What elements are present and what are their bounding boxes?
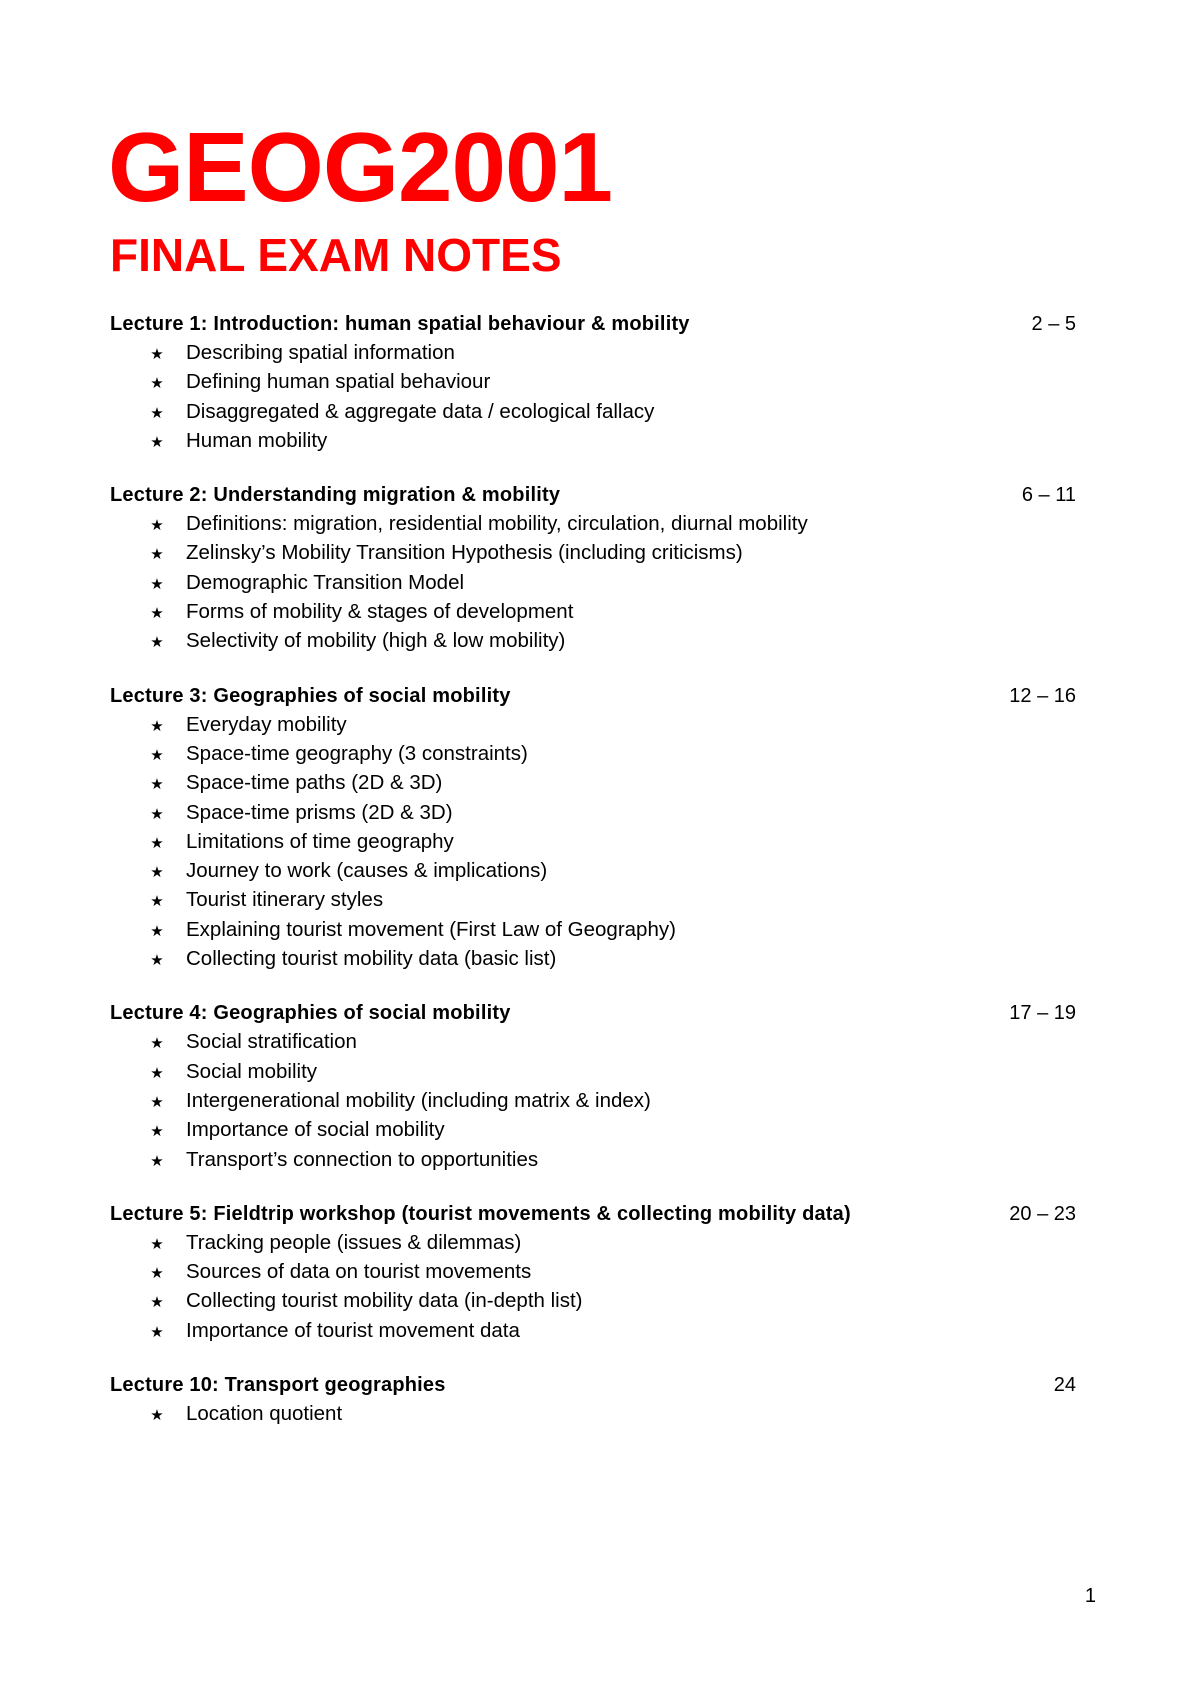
list-item xyxy=(110,1057,1076,1086)
topic-text: Disaggregated & aggregate data / ecological fallacy xyxy=(186,399,655,423)
lecture-page-range: 24 xyxy=(1053,1374,1076,1397)
lecture-index xyxy=(110,310,1076,1454)
topic-text: Defining human spatial behaviour xyxy=(186,370,491,394)
star-icon: ★ xyxy=(150,1294,164,1312)
list-item xyxy=(110,710,1076,739)
star-icon: ★ xyxy=(150,952,164,970)
lecture-section xyxy=(110,1200,1076,1345)
star-icon: ★ xyxy=(150,605,164,623)
lecture-title: Lecture 10: Transport geographies xyxy=(110,1374,446,1397)
lecture-title: Lecture 4: Geographies of social mobility xyxy=(110,1002,511,1025)
list-item xyxy=(110,597,1076,626)
topic-text: Explaining tourist movement (First Law of Geography) xyxy=(186,917,676,941)
list-item xyxy=(110,626,1076,655)
list-item xyxy=(110,856,1076,885)
lecture-title: Lecture 1: Introduction: human spatial behaviour & mobility xyxy=(110,313,690,335)
lecture-section xyxy=(110,310,1076,455)
topic-text: Social stratification xyxy=(186,1030,357,1054)
star-icon: ★ xyxy=(150,346,164,363)
list-item xyxy=(110,509,1076,538)
topic-text: Intergenerational mobility (including matrix & index) xyxy=(186,1088,651,1112)
topic-text: Human mobility xyxy=(186,428,328,452)
list-item xyxy=(110,1086,1076,1115)
list-item xyxy=(110,915,1076,944)
topic-text: Importance of social mobility xyxy=(186,1118,445,1142)
lecture-heading xyxy=(110,1371,1076,1399)
topic-text: Zelinsky’s Mobility Transition Hypothesis (including criticisms) xyxy=(186,541,743,565)
topic-text: Describing spatial information xyxy=(186,341,455,364)
lecture-section xyxy=(110,481,1076,655)
page-number: 1 xyxy=(1084,1585,1096,1607)
star-icon: ★ xyxy=(150,805,164,823)
star-icon: ★ xyxy=(150,776,164,794)
topic-text: Collecting tourist mobility data (basic list) xyxy=(186,947,557,971)
document-title: GEOG2001 xyxy=(108,112,613,222)
topic-list xyxy=(110,1027,1076,1173)
list-item xyxy=(110,426,1076,455)
list-item xyxy=(110,768,1076,797)
list-item xyxy=(110,1115,1076,1144)
topic-text: Journey to work (causes & implications) xyxy=(186,859,548,883)
list-item xyxy=(110,367,1076,396)
lecture-heading xyxy=(110,1200,1076,1228)
star-icon: ★ xyxy=(150,922,164,940)
topic-text: Space-time paths (2D & 3D) xyxy=(186,771,443,795)
star-icon: ★ xyxy=(150,404,164,422)
topic-list xyxy=(110,710,1076,974)
topic-text: Everyday mobility xyxy=(186,712,347,736)
star-icon: ★ xyxy=(150,893,164,911)
lecture-heading xyxy=(110,999,1076,1027)
lecture-heading xyxy=(110,481,1076,509)
star-icon: ★ xyxy=(150,834,164,852)
topic-text: Space-time geography (3 constraints) xyxy=(186,741,528,765)
list-item xyxy=(110,1316,1076,1345)
lecture-page-range: 12 – 16 xyxy=(1009,684,1076,707)
lecture-page-range: 17 – 19 xyxy=(1009,1002,1076,1025)
list-item xyxy=(110,885,1076,914)
star-icon: ★ xyxy=(150,1123,164,1141)
star-icon: ★ xyxy=(150,864,164,882)
topic-text: Collecting tourist mobility data (in-depth list) xyxy=(186,1289,583,1313)
star-icon: ★ xyxy=(150,1152,164,1170)
list-item xyxy=(110,944,1076,973)
lecture-heading xyxy=(110,682,1076,710)
lecture-section xyxy=(110,682,1076,974)
list-item xyxy=(110,798,1076,827)
star-icon: ★ xyxy=(150,517,164,535)
lecture-section xyxy=(110,999,1076,1173)
document-subtitle: FINAL EXAM NOTES xyxy=(110,229,562,281)
lecture-page-range: 6 – 11 xyxy=(1021,484,1076,507)
star-icon: ★ xyxy=(150,717,164,735)
topic-text: Space-time prisms (2D & 3D) xyxy=(186,800,453,824)
lecture-section xyxy=(110,1371,1076,1428)
star-icon: ★ xyxy=(150,433,164,451)
star-icon: ★ xyxy=(150,1093,164,1111)
lecture-page-range: 2 – 5 xyxy=(1031,313,1076,335)
topic-list xyxy=(110,1228,1076,1345)
list-item xyxy=(110,1257,1076,1286)
list-item xyxy=(110,1399,1076,1428)
star-icon: ★ xyxy=(150,746,164,764)
topic-text: Importance of tourist movement data xyxy=(186,1318,520,1342)
topic-text: Selectivity of mobility (high & low mobility) xyxy=(186,629,566,653)
topic-text: Tourist itinerary styles xyxy=(186,888,384,912)
topic-list xyxy=(110,338,1076,455)
lecture-heading xyxy=(110,310,1076,338)
star-icon: ★ xyxy=(150,375,164,393)
list-item xyxy=(110,739,1076,768)
topic-text: Social mobility xyxy=(186,1059,318,1083)
lecture-title: Lecture 5: Fieldtrip workshop (tourist movements & collecting mobility data) xyxy=(110,1202,851,1225)
topic-list xyxy=(110,509,1076,655)
topic-text: Sources of data on tourist movements xyxy=(186,1260,532,1284)
star-icon: ★ xyxy=(150,575,164,593)
topic-text: Demographic Transition Model xyxy=(186,570,465,594)
lecture-title: Lecture 2: Understanding migration & mobility xyxy=(110,484,561,507)
topic-text: Definitions: migration, residential mobility, circulation, diurnal mobility xyxy=(186,512,808,536)
list-item xyxy=(110,1228,1076,1257)
topic-text: Transport’s connection to opportunities xyxy=(186,1147,539,1171)
topic-text: Tracking people (issues & dilemmas) xyxy=(186,1230,522,1254)
topic-text: Forms of mobility & stages of development xyxy=(186,600,574,624)
lecture-page-range: 20 – 23 xyxy=(1009,1202,1076,1225)
list-item xyxy=(110,538,1076,567)
star-icon: ★ xyxy=(150,1035,164,1053)
star-icon: ★ xyxy=(150,1323,164,1341)
star-icon: ★ xyxy=(150,1064,164,1082)
star-icon: ★ xyxy=(150,1235,164,1253)
list-item xyxy=(110,827,1076,856)
list-item xyxy=(110,568,1076,597)
list-item xyxy=(110,338,1076,367)
list-item xyxy=(110,1027,1076,1056)
topic-list xyxy=(110,1399,1076,1428)
topic-text: Limitations of time geography xyxy=(186,829,454,853)
star-icon: ★ xyxy=(150,1265,164,1283)
list-item xyxy=(110,1286,1076,1315)
star-icon: ★ xyxy=(150,634,164,652)
topic-text: Location quotient xyxy=(186,1402,343,1426)
star-icon: ★ xyxy=(150,1407,164,1425)
star-icon: ★ xyxy=(150,546,164,564)
list-item xyxy=(110,397,1076,426)
lecture-title: Lecture 3: Geographies of social mobility xyxy=(110,684,511,707)
list-item xyxy=(110,1145,1076,1174)
